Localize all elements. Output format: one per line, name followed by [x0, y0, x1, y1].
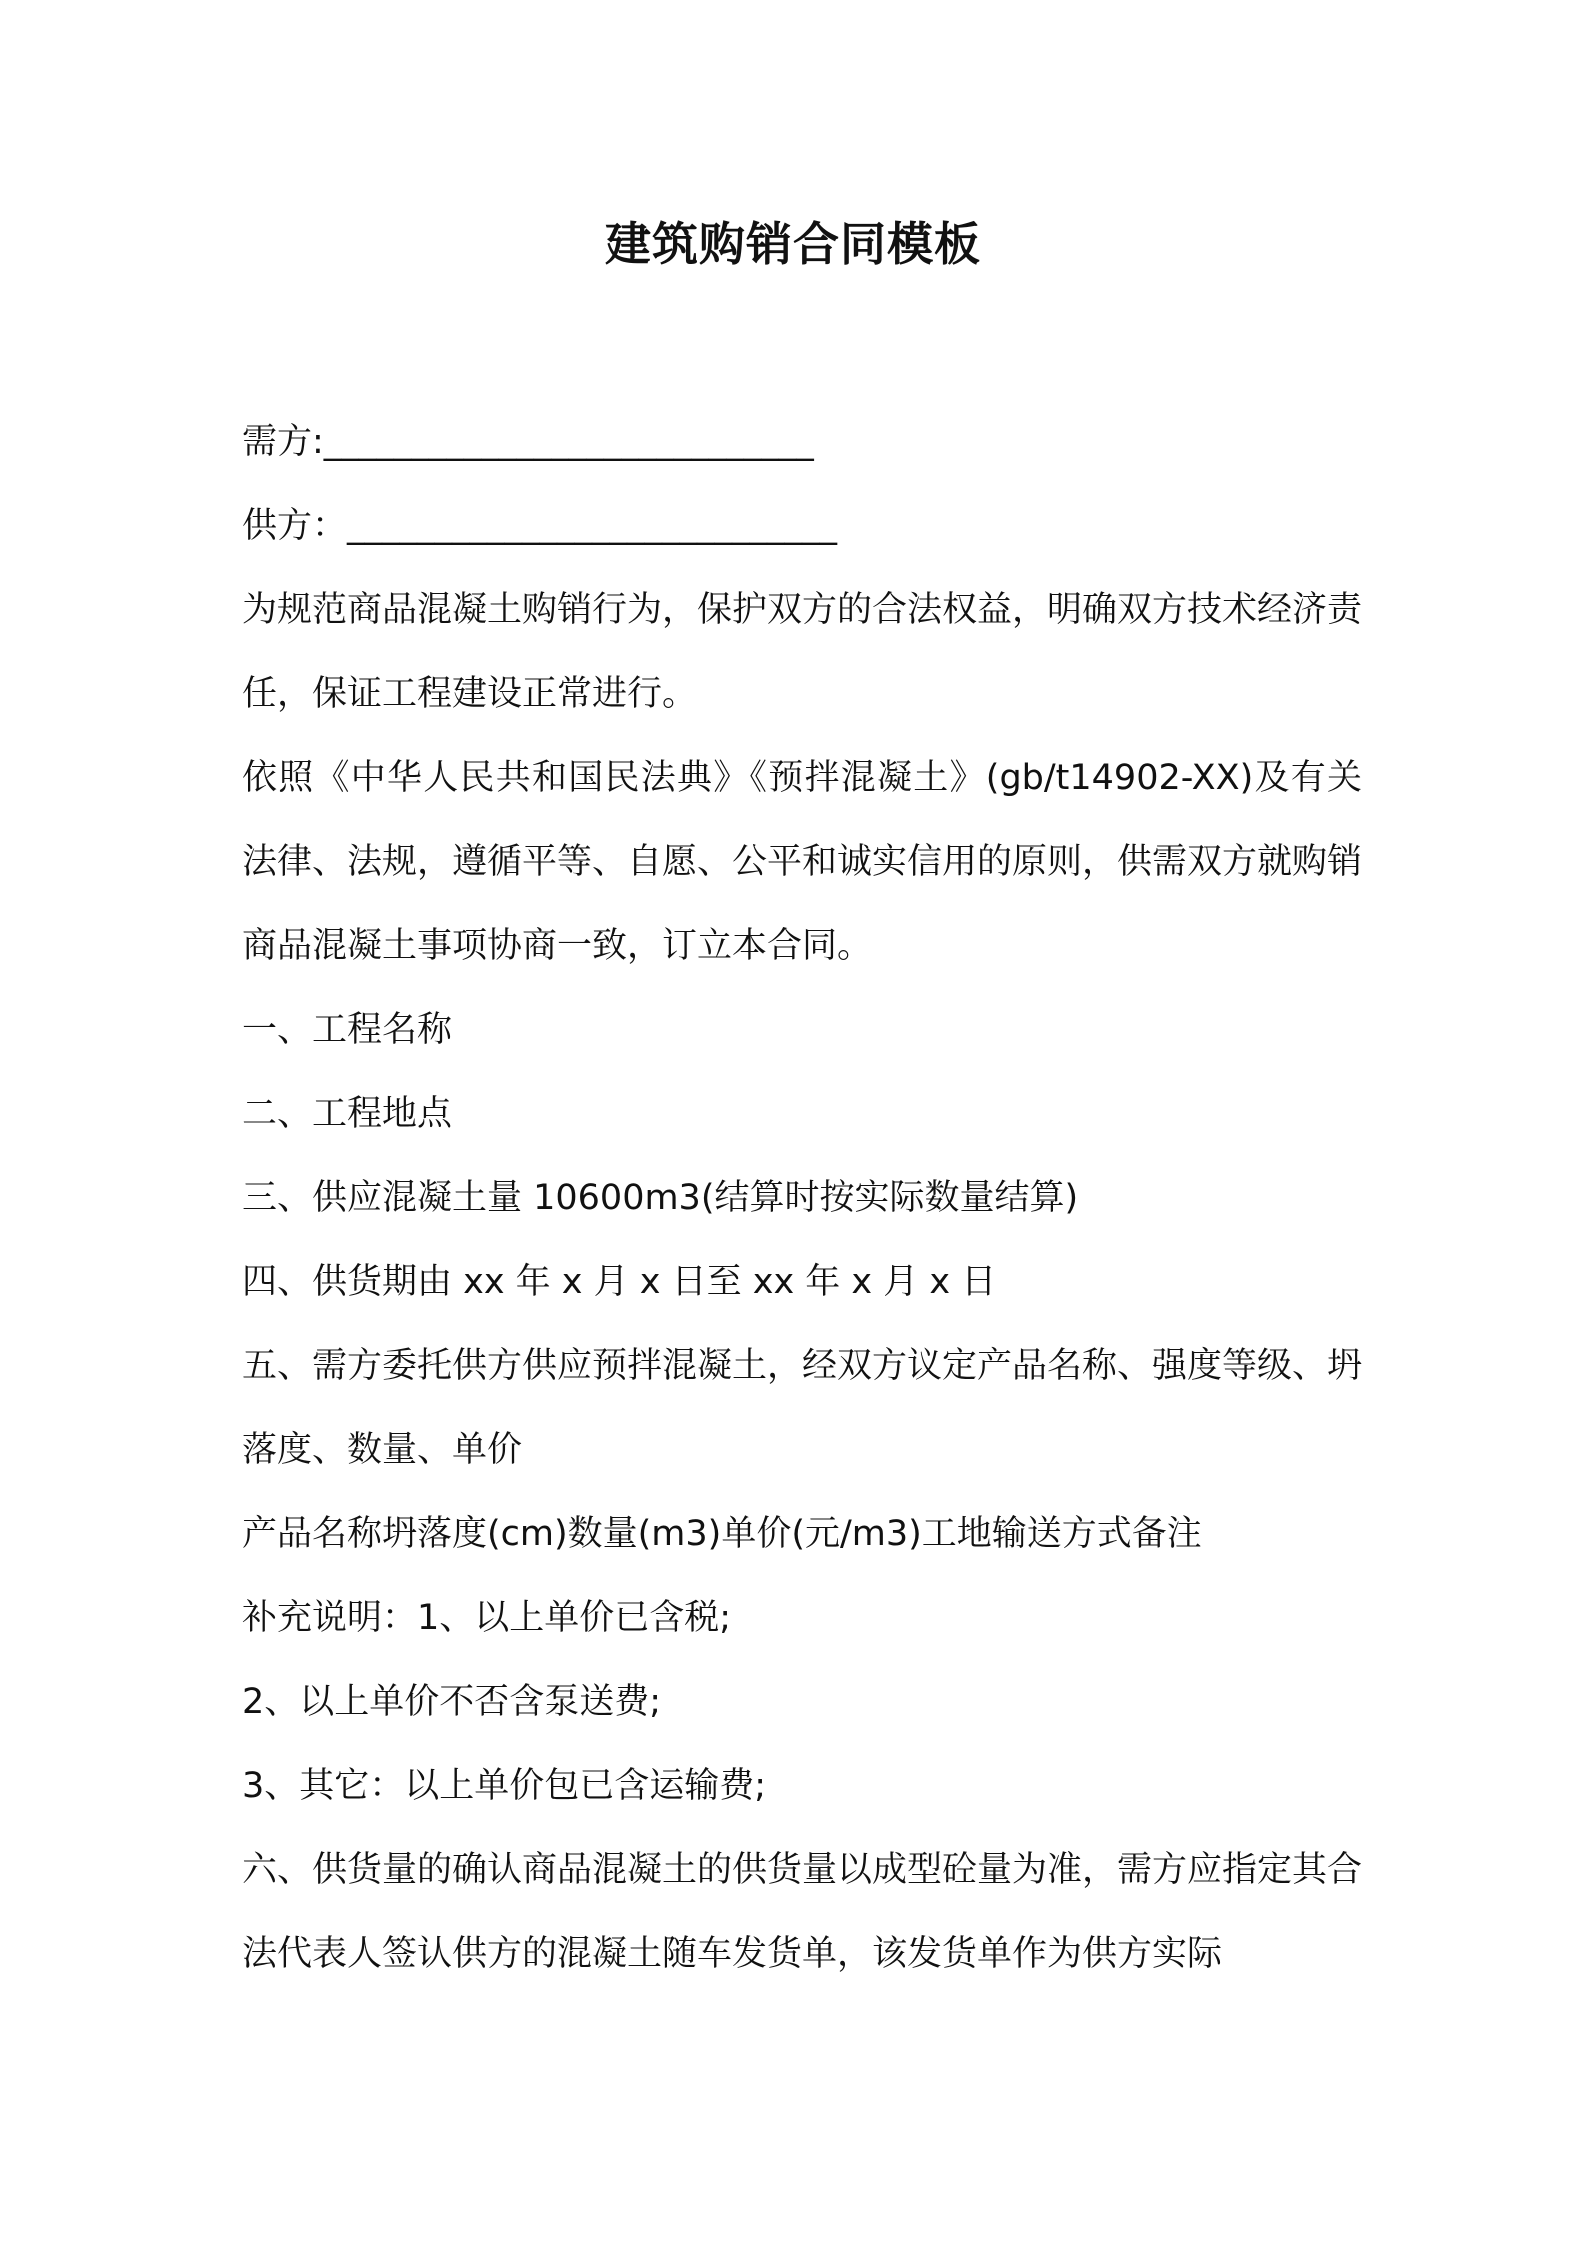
- supplement-note-1: 补充说明：1、以上单价已含税;: [242, 1598, 732, 1638]
- clause-supply-quantity: 三、供应混凝土量 10600m3(结算时按实际数量结算): [242, 1178, 1079, 1218]
- clause-delivery-confirmation: 六、供货量的确认商品混凝土的供货量以成型砼量为准，需方应指定其合法代表人签认供方的混凝土随车发货单，该发货单作为供方实际: [242, 1850, 1363, 1974]
- supplier-field-line: 供方：____________________________: [242, 506, 838, 546]
- supplement-note-3: 3、其它：以上单价包已含运输费;: [242, 1766, 767, 1806]
- supplement-note-2: 2、以上单价不否含泵送费;: [242, 1682, 662, 1722]
- product-table-header-line: 产品名称坍落度(cm)数量(m3)单价(元/m3)工地输送方式备注: [242, 1514, 1202, 1554]
- buyer-field-line: 需方:____________________________: [242, 422, 814, 462]
- clause-project-name: 一、工程名称: [242, 1010, 453, 1050]
- clause-product-spec: 五、需方委托供方供应预拌混凝土，经双方议定产品名称、强度等级、坍落度、数量、单价: [242, 1346, 1363, 1470]
- document-body: [242, 400, 1362, 1996]
- clause-supply-period: 四、供货期由 xx 年 x 月 x 日至 xx 年 x 月 x 日: [242, 1262, 997, 1302]
- paragraph-legal-basis: 依照《中华人民共和国民法典》《预拌混凝土》(gb/t14902-XX)及有关法律、法规，遵循平等、自愿、公平和诚实信用的原则，供需双方就购销商品混凝土事项协商一致，订立本合同。: [242, 758, 1363, 966]
- paragraph-purpose: 为规范商品混凝土购销行为，保护双方的合法权益，明确双方技术经济责任，保证工程建设正常进行。: [242, 590, 1363, 714]
- document-title: 建筑购销合同模板: [605, 217, 981, 271]
- clause-project-location: 二、工程地点: [242, 1094, 453, 1134]
